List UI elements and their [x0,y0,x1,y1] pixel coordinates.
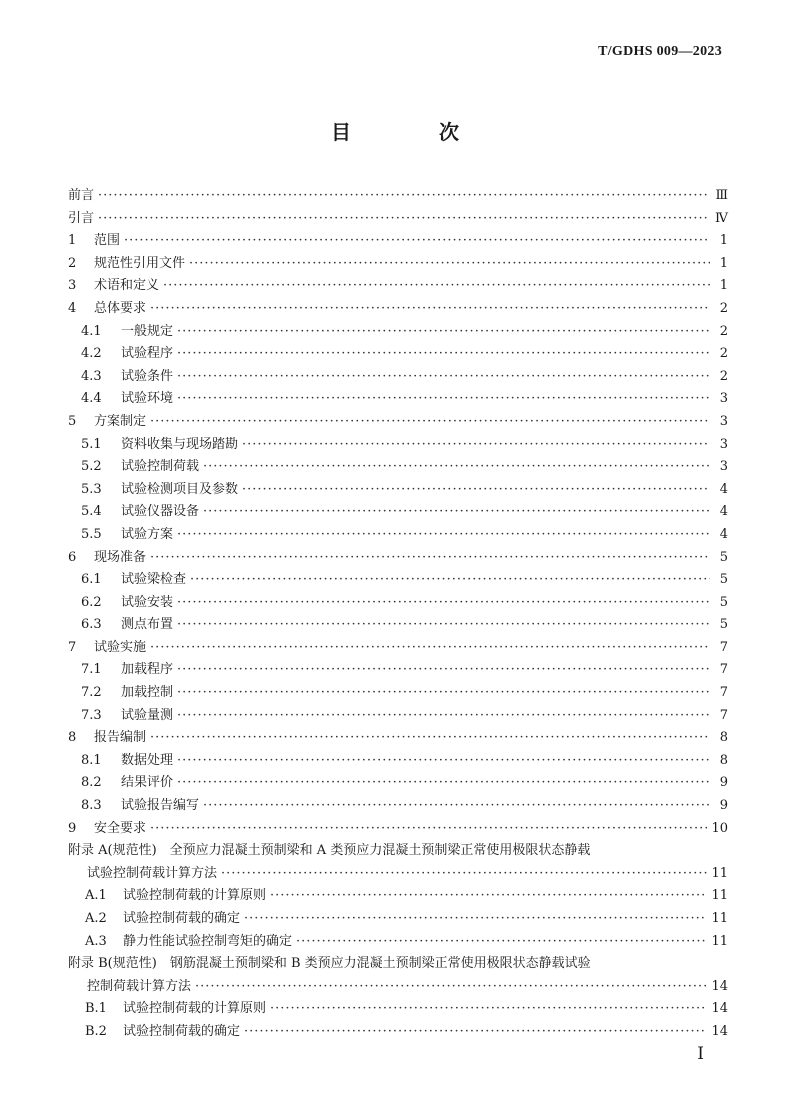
toc-entry[interactable] [68,1021,728,1044]
toc-entry[interactable] [68,998,728,1021]
toc-leader-dots [177,659,710,682]
toc-entry-number: 5.1 [81,436,102,452]
toc-entry-title: 试验安装 [121,594,174,610]
toc-leader-dots [177,366,710,389]
toc-entry[interactable] [68,818,728,841]
toc-entry-title: 结果评价 [121,775,174,791]
toc-entry-page: 7 [719,685,728,701]
toc-entry-number: B.2 [85,1023,107,1039]
toc-leader-dots [124,230,710,253]
toc-leader-dots [203,501,710,524]
toc-entry[interactable] [68,185,728,208]
toc-entry-page: 4 [719,526,728,542]
toc-entry-page: 7 [719,707,728,723]
toc-entry-page: 2 [719,368,728,384]
toc-entry-number: 6.3 [81,617,102,633]
toc-entry-title: 一般规定 [121,323,174,339]
toc-entry-title: 安全要求 [94,820,147,836]
toc-leader-dots [244,1021,707,1044]
toc-entry-page: 4 [719,481,728,497]
toc-leader-dots [296,931,707,954]
toc-leader-dots [244,908,707,931]
toc-entry-number: 1 [68,233,77,249]
toc-entry[interactable] [68,366,728,389]
toc-leader-dots [270,998,707,1021]
toc-entry-title: 报告编制 [94,730,147,746]
toc-entry-title: 试验实施 [94,639,147,655]
toc-entry-number: 4.4 [81,391,102,407]
toc-leader-dots [189,253,710,276]
page-number: Ⅰ [697,1044,704,1063]
toc-entry[interactable] [68,637,728,660]
toc-entry-number: 6 [68,549,77,565]
toc-entry-page: 11 [711,888,728,904]
toc-entry[interactable] [68,750,728,773]
toc-leader-dots [150,637,710,660]
toc-entry-title: 附录 A(规范性) 全预应力混凝土预制梁和 A 类预应力混凝土预制梁正常使用极限状态静载 [68,843,591,859]
toc-leader-dots [177,343,710,366]
toc-entry[interactable] [68,592,728,615]
toc-entry-number: 5 [68,413,77,429]
toc-entry[interactable] [68,795,728,818]
toc-entry-page: 5 [719,549,728,565]
toc-leader-dots [150,298,710,321]
toc-entry-title: 试验检测项目及参数 [121,481,239,497]
toc-entry-title: 术语和定义 [94,278,160,294]
toc-entry-page: 1 [719,255,728,271]
toc-entry[interactable] [68,931,728,954]
toc-entry[interactable] [68,479,728,502]
toc-entry[interactable] [68,953,728,976]
toc-entry[interactable] [68,547,728,570]
toc-leader-dots [203,456,710,479]
toc-leader-dots [177,614,710,637]
toc-entry[interactable] [68,772,728,795]
toc-entry-page: 11 [711,933,728,949]
toc-entry-number: 9 [68,820,77,836]
toc-entry-page: 1 [719,278,728,294]
toc-entry-title: 附录 B(规范性) 钢筋混凝土预制梁和 B 类预应力混凝土预制梁正常使用极限状态静载试验 [68,956,591,972]
toc-entry[interactable] [68,253,728,276]
toc-entry-title: 试验控制荷载的计算原则 [123,1001,267,1017]
toc-entry[interactable] [68,885,728,908]
toc-leader-dots [195,976,707,999]
toc-entry-page: 5 [719,617,728,633]
toc-entry[interactable] [68,434,728,457]
toc-entry[interactable] [68,840,728,863]
toc-entry-title: 试验控制荷载 [121,459,200,475]
toc-entry-number: 6.2 [81,594,102,610]
toc-entry-number: 8.3 [81,798,102,814]
toc-entry-page: 1 [719,233,728,249]
toc-entry-page: Ⅳ [715,210,728,226]
table-of-contents [68,185,728,1044]
toc-entry-number: 7.2 [81,685,102,701]
toc-entry-page: 3 [719,436,728,452]
toc-entry-title: 静力性能试验控制弯矩的确定 [123,933,293,949]
toc-entry-page: 7 [719,639,728,655]
toc-leader-dots [177,524,710,547]
toc-leader-dots [150,727,710,750]
toc-entry-title: 总体要求 [94,300,147,316]
toc-entry-page: 14 [711,978,728,994]
toc-entry-title: 前言 [68,188,95,203]
toc-entry-number: A.2 [85,911,107,926]
toc-entry-page: 3 [719,459,728,475]
toc-entry-number: A.1 [85,888,107,904]
toc-entry-title: 试验梁检查 [121,572,187,588]
toc-entry[interactable] [68,908,728,931]
toc-entry-page: 2 [719,346,728,362]
toc-entry-title: 现场准备 [94,549,147,565]
toc-entry-page: 9 [719,775,728,791]
toc-entry[interactable] [68,863,728,886]
toc-entry-title: 试验条件 [121,368,174,384]
toc-entry-title: 测点布置 [121,617,174,633]
toc-entry-page: 9 [719,798,728,814]
toc-leader-dots [177,750,710,773]
toc-entry-title: 加载控制 [121,685,174,701]
toc-entry-title: 控制荷载计算方法 [87,978,192,994]
toc-entry-number: 6.1 [81,572,102,588]
toc-entry-title: 规范性引用文件 [94,255,186,271]
toc-entry-title: 加载程序 [121,662,174,678]
toc-entry-page: 2 [719,300,728,316]
toc-entry-title: 试验控制荷载的确定 [123,911,241,926]
toc-entry-page: 11 [711,865,728,881]
toc-entry-page: 5 [719,594,728,610]
toc-leader-dots [150,547,710,570]
toc-entry-number: 8.1 [81,752,102,768]
toc-leader-dots [270,885,707,908]
toc-entry-number: 5.5 [81,526,102,542]
toc-entry[interactable] [68,208,728,231]
toc-entry-page: 14 [711,1023,728,1039]
toc-entry-title: 试验量测 [121,707,174,723]
toc-entry-number: 3 [68,278,77,294]
toc-leader-dots [163,275,710,298]
toc-leader-dots [177,772,710,795]
toc-entry-number: 7.1 [81,662,102,678]
toc-leader-dots [177,388,710,411]
toc-entry[interactable] [68,705,728,728]
toc-entry[interactable] [68,524,728,547]
toc-entry-title: 试验控制荷载的计算原则 [123,888,267,904]
page-title: 目 次 [331,120,493,144]
toc-entry[interactable] [68,456,728,479]
toc-entry-page: 4 [719,504,728,520]
toc-leader-dots [190,569,710,592]
toc-entry-number: 4 [68,300,77,316]
toc-entry[interactable] [68,976,728,999]
document-code: T/GDHS 009—2023 [598,44,722,59]
toc-entry-page: Ⅲ [715,188,728,203]
toc-entry-page: 3 [719,391,728,407]
toc-leader-dots [203,795,710,818]
toc-leader-dots [177,705,710,728]
toc-entry[interactable] [68,501,728,524]
toc-entry-title: 试验环境 [121,391,174,407]
toc-entry-number: A.3 [85,933,107,949]
toc-leader-dots [242,434,710,457]
toc-entry-number: B.1 [85,1001,107,1017]
toc-entry-number: 5.4 [81,504,102,520]
toc-entry-number: 7 [68,639,77,655]
toc-entry-title: 试验方案 [121,526,174,542]
toc-entry-number: 7.3 [81,707,102,723]
toc-entry[interactable] [68,275,728,298]
toc-entry[interactable] [68,659,728,682]
toc-entry[interactable] [68,569,728,592]
toc-leader-dots [177,682,710,705]
toc-entry-page: 8 [719,752,728,768]
toc-entry-number: 5.3 [81,481,102,497]
toc-leader-dots [177,592,710,615]
toc-entry-page: 14 [711,1001,728,1017]
toc-entry-title: 试验控制荷载的确定 [123,1023,241,1039]
toc-entry[interactable] [68,614,728,637]
toc-entry-title: 范围 [94,233,121,249]
toc-leader-dots [221,863,707,886]
toc-leader-dots [98,185,710,208]
toc-entry[interactable] [68,230,728,253]
toc-leader-dots [98,208,710,231]
toc-entry-number: 4.2 [81,346,102,362]
toc-entry-number: 8 [68,730,77,746]
toc-entry-page: 7 [719,662,728,678]
toc-entry-title: 引言 [68,210,95,226]
toc-leader-dots [177,321,710,344]
toc-entry[interactable] [68,388,728,411]
toc-leader-dots [150,818,707,841]
toc-entry-number: 4.3 [81,368,102,384]
toc-entry-title: 试验报告编写 [121,798,200,814]
toc-leader-dots [242,479,710,502]
toc-entry[interactable] [68,411,728,434]
toc-entry-page: 8 [719,730,728,746]
toc-entry-title: 数据处理 [121,752,174,768]
toc-entry-page: 10 [711,820,728,836]
toc-entry[interactable] [68,343,728,366]
toc-entry[interactable] [68,727,728,750]
toc-entry-page: 5 [719,572,728,588]
toc-entry-number: 2 [68,255,77,271]
toc-entry-title: 资料收集与现场踏勘 [121,436,239,452]
toc-entry-page: 3 [719,413,728,429]
toc-entry[interactable] [68,298,728,321]
toc-entry-number: 4.1 [81,323,102,339]
toc-entry-title: 试验仪器设备 [121,504,200,520]
toc-entry[interactable] [68,682,728,705]
toc-leader-dots [150,411,710,434]
toc-entry[interactable] [68,321,728,344]
toc-entry-title: 方案制定 [94,413,147,429]
toc-entry-page: 2 [719,323,728,339]
toc-entry-number: 8.2 [81,775,102,791]
toc-entry-title: 试验程序 [121,346,174,362]
toc-entry-number: 5.2 [81,459,102,475]
toc-entry-page: 11 [711,911,728,926]
toc-entry-title: 试验控制荷载计算方法 [87,865,218,881]
